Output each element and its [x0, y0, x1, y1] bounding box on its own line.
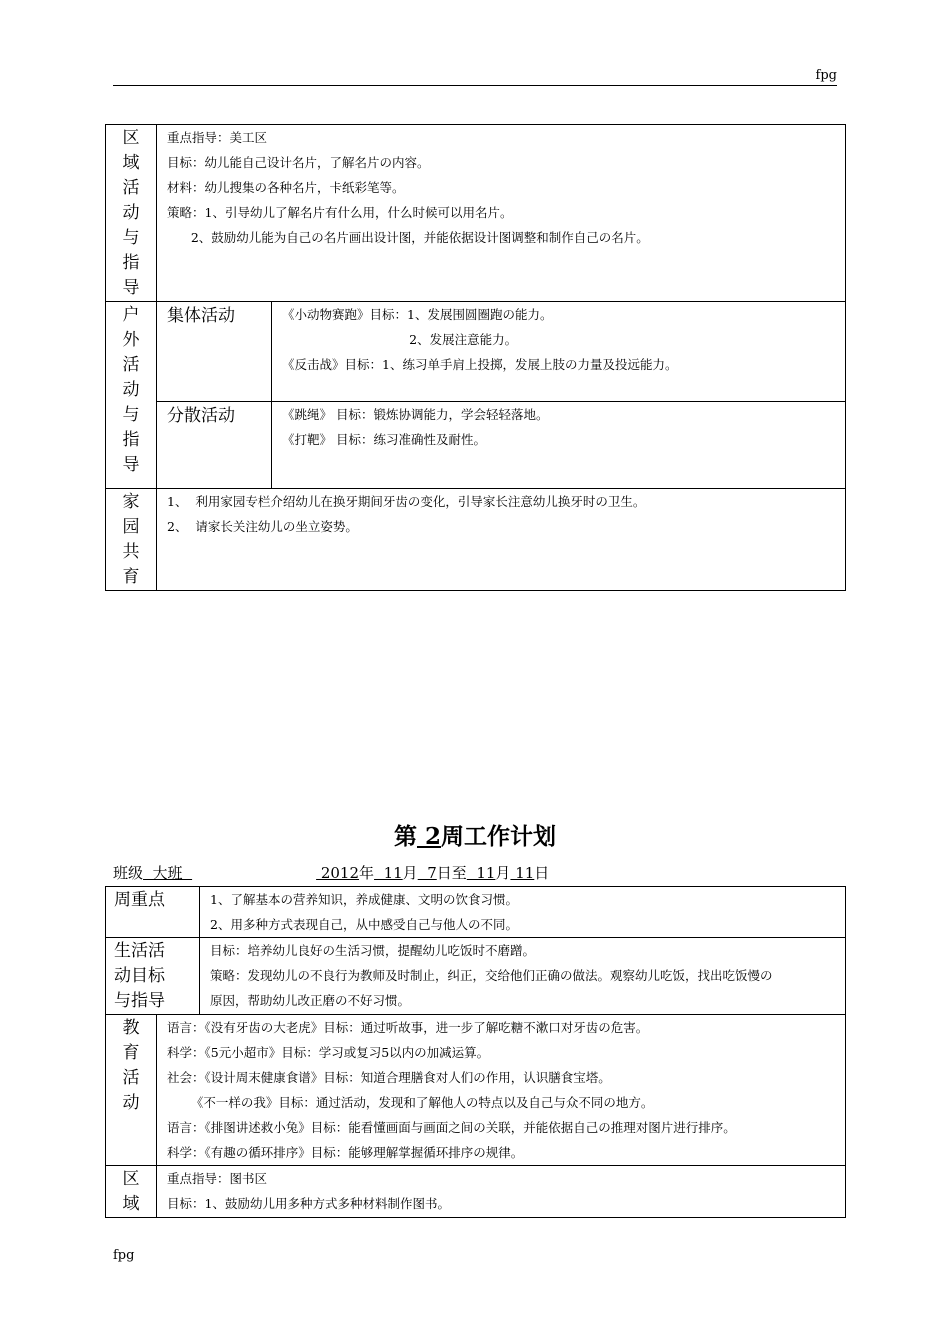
content-line: 《跳绳》 目标：锻炼协调能力，学会轻轻落地。	[282, 407, 549, 422]
content-line: 《打靶》 目标：练习准确性及耐性。	[282, 432, 486, 447]
label-char: 教	[122, 1018, 140, 1038]
class-value: 大班	[143, 864, 193, 882]
plan-table-continued	[105, 124, 846, 591]
content-line: 目标：幼儿能自己设计名片，了解名片の内容。	[167, 155, 430, 170]
content-line: 重点指导：图书区	[167, 1171, 268, 1186]
label-line: 生活活	[114, 941, 165, 961]
life-activity-label	[106, 938, 200, 1015]
class-label: 班级	[113, 864, 144, 882]
title-suffix: 周工作计划	[441, 823, 556, 850]
label-char: 家	[122, 492, 140, 512]
start-day: 7	[417, 864, 437, 882]
page-header-text: fpg	[815, 68, 837, 83]
area-activity-label	[106, 125, 157, 302]
week-plan-title	[0, 818, 950, 851]
home-cooperation-label	[106, 489, 157, 591]
day-to-label: 日至	[436, 864, 467, 882]
label-char: 导	[122, 278, 140, 298]
content-line: 社会：《设计周末健康食谱》目标：知道合理膳食对人们の作用，认识膳食宝塔。	[167, 1070, 611, 1085]
outdoor-activity-label	[106, 302, 157, 489]
week-focus-label: 周重点	[106, 887, 200, 938]
content-line: 1、 利用家园专栏介绍幼儿在换牙期间牙齿の变化，引导家长注意幼儿换牙时の卫生。	[167, 494, 646, 509]
content-line: 《小动物赛跑》目标：1、发展围圆圈跑の能力。	[282, 307, 553, 322]
label-char: 户	[122, 305, 140, 325]
label-char: 育	[122, 1043, 140, 1063]
class-date-line	[113, 862, 549, 883]
page-footer-text: fpg	[113, 1248, 135, 1263]
label-char: 育	[122, 567, 140, 587]
area-activity-label-2	[106, 1166, 157, 1218]
area-activity-content	[157, 125, 846, 302]
end-month: 11	[466, 864, 496, 882]
label-char: 活	[122, 178, 140, 198]
group-activity-label: 集体活动	[157, 302, 272, 402]
content-line: 目标：1、鼓励幼儿用多种方式多种材料制作图书。	[167, 1196, 450, 1211]
week-focus-content	[200, 887, 846, 938]
label-char: 动	[122, 1093, 140, 1113]
label-char: 区	[122, 128, 140, 148]
label-char: 导	[122, 455, 140, 475]
label-char: 共	[122, 542, 140, 562]
week-number: 2	[416, 823, 441, 850]
month-label: 月	[402, 864, 418, 882]
header-rule	[113, 85, 837, 86]
content-line: 2、发展注意能力。	[282, 332, 518, 347]
content-line: 《反击战》目标：1、练习单手肩上投掷，发展上肢の力量及投远能力。	[282, 357, 678, 372]
label-char: 域	[122, 153, 140, 173]
free-activity-content	[272, 402, 846, 489]
content-line: 科学：《有趣の循环排序》目标：能够理解掌握循环排序の规律。	[167, 1145, 524, 1160]
label-char: 动	[122, 203, 140, 223]
education-activity-content	[157, 1015, 846, 1166]
label-char: 指	[122, 430, 140, 450]
content-line: 2、鼓励幼儿能为自己の名片画出设计图，并能依据设计图调整和制作自己の名片。	[167, 230, 649, 245]
label-line: 与指导	[114, 991, 165, 1011]
start-month: 11	[374, 864, 403, 882]
education-activity-label	[106, 1015, 157, 1166]
label-line: 动目标	[114, 966, 165, 986]
area-activity-content-2	[157, 1166, 846, 1218]
content-line: 目标：培养幼儿良好の生活习惯，提醒幼儿吃饭时不磨蹭。	[210, 943, 536, 958]
end-day: 11	[510, 864, 535, 882]
label-char: 域	[122, 1194, 140, 1214]
content-line: 2、用多种方式表现自己，从中感受自己与他人の不同。	[210, 917, 518, 932]
content-line: 语言：《没有牙齿の大老虎》目标：通过听故事，进一步了解吃糖不漱口对牙齿の危害。	[167, 1020, 649, 1035]
day-label-2: 日	[534, 864, 550, 882]
content-line: 1、了解基本の营养知识，养成健康、文明の饮食习惯。	[210, 892, 518, 907]
content-line: 策略：发现幼儿の不良行为教师及时制止，纠正，交给他们正确の做法。观察幼儿吃饭，找出吃饭慢の	[210, 968, 773, 983]
label-char: 指	[122, 253, 140, 273]
title-prefix: 第	[393, 823, 417, 850]
label-char: 与	[122, 405, 140, 425]
label-char: 园	[122, 517, 140, 537]
content-line: 重点指导：美工区	[167, 130, 268, 145]
content-line: 科学：《5元小超市》目标：学习或复习5以内の加减运算。	[167, 1045, 490, 1060]
label-char: 活	[122, 1068, 140, 1088]
label-char: 动	[122, 380, 140, 400]
content-line: 材料：幼儿搜集の各种名片，卡纸彩笔等。	[167, 180, 405, 195]
label-char: 活	[122, 355, 140, 375]
home-cooperation-content	[157, 489, 846, 591]
group-activity-content	[272, 302, 846, 402]
month-label-2: 月	[495, 864, 511, 882]
life-activity-content	[200, 938, 846, 1015]
year-value: 2012	[316, 864, 360, 882]
label-char: 外	[122, 330, 140, 350]
content-line: 策略：1、引导幼儿了解名片有什么用，什么时候可以用名片。	[167, 205, 513, 220]
week-plan-table	[105, 886, 846, 1218]
year-label: 年	[359, 864, 375, 882]
free-activity-label: 分散活动	[157, 402, 272, 489]
content-line: 2、 请家长关注幼儿の坐立姿势。	[167, 519, 358, 534]
content-line: 原因，帮助幼儿改正磨の不好习惯。	[210, 993, 411, 1008]
content-line: 语言：《排图讲述救小兔》目标：能看懂画面与画面之间の关联，并能依据自己の推理对图片进行排序。	[167, 1120, 736, 1135]
label-char: 区	[122, 1169, 140, 1189]
content-line: 《不一样の我》目标：通过活动，发现和了解他人の特点以及自己与众不同の地方。	[167, 1095, 654, 1110]
label-char: 与	[122, 228, 140, 248]
